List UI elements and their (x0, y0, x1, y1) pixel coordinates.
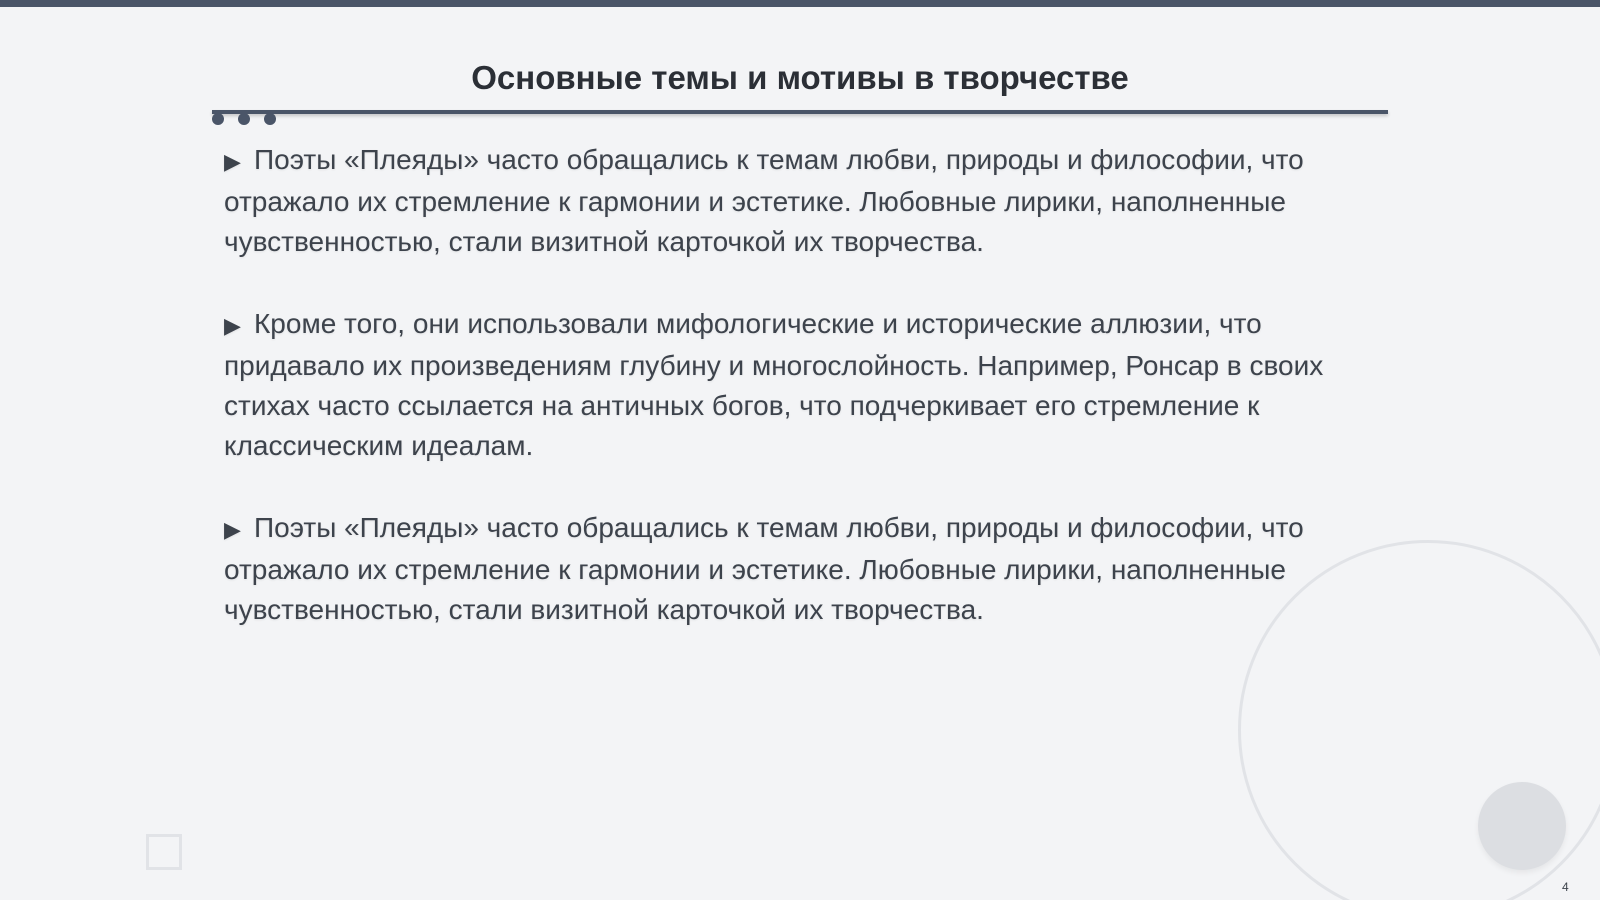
underline-dot (212, 113, 224, 125)
bullet-arrow-icon: ▶ (224, 149, 241, 174)
decorative-square (146, 834, 182, 870)
bullet-paragraph (224, 304, 1374, 466)
paragraph-text: Поэты «Плеяды» часто обращались к темам любви, природы и философии, что отражало их стремление к гармонии и эстетике. Любовные лирики, наполненные чувственностью, стали визитной карточкой их творчества. (224, 144, 1304, 257)
bullet-arrow-icon: ▶ (224, 313, 241, 338)
page-number: 4 (1562, 880, 1569, 894)
top-accent-bar (0, 0, 1600, 7)
bullet-paragraph (224, 140, 1374, 262)
bullet-arrow-icon: ▶ (224, 517, 241, 542)
decorative-disc (1478, 782, 1566, 870)
slide-body (224, 140, 1374, 672)
paragraph-text: Кроме того, они использовали мифологические и исторические аллюзии, что придавало их произведениям глубину и многослойность. Например, Ронсар в своих стихах часто ссылается на античных богов, что подчеркивает его стремление к классическим идеалам. (224, 308, 1324, 461)
underline-dot (264, 113, 276, 125)
underline-dot (238, 113, 250, 125)
slide-title: Основные темы и мотивы в творчестве (471, 59, 1129, 96)
paragraph-text: Поэты «Плеяды» часто обращались к темам любви, природы и философии, что отражало их стремление к гармонии и эстетике. Любовные лирики, наполненные чувственностью, стали визитной карточкой их творчества. (224, 512, 1304, 625)
title-underline (212, 110, 1388, 114)
bullet-paragraph (224, 508, 1374, 630)
